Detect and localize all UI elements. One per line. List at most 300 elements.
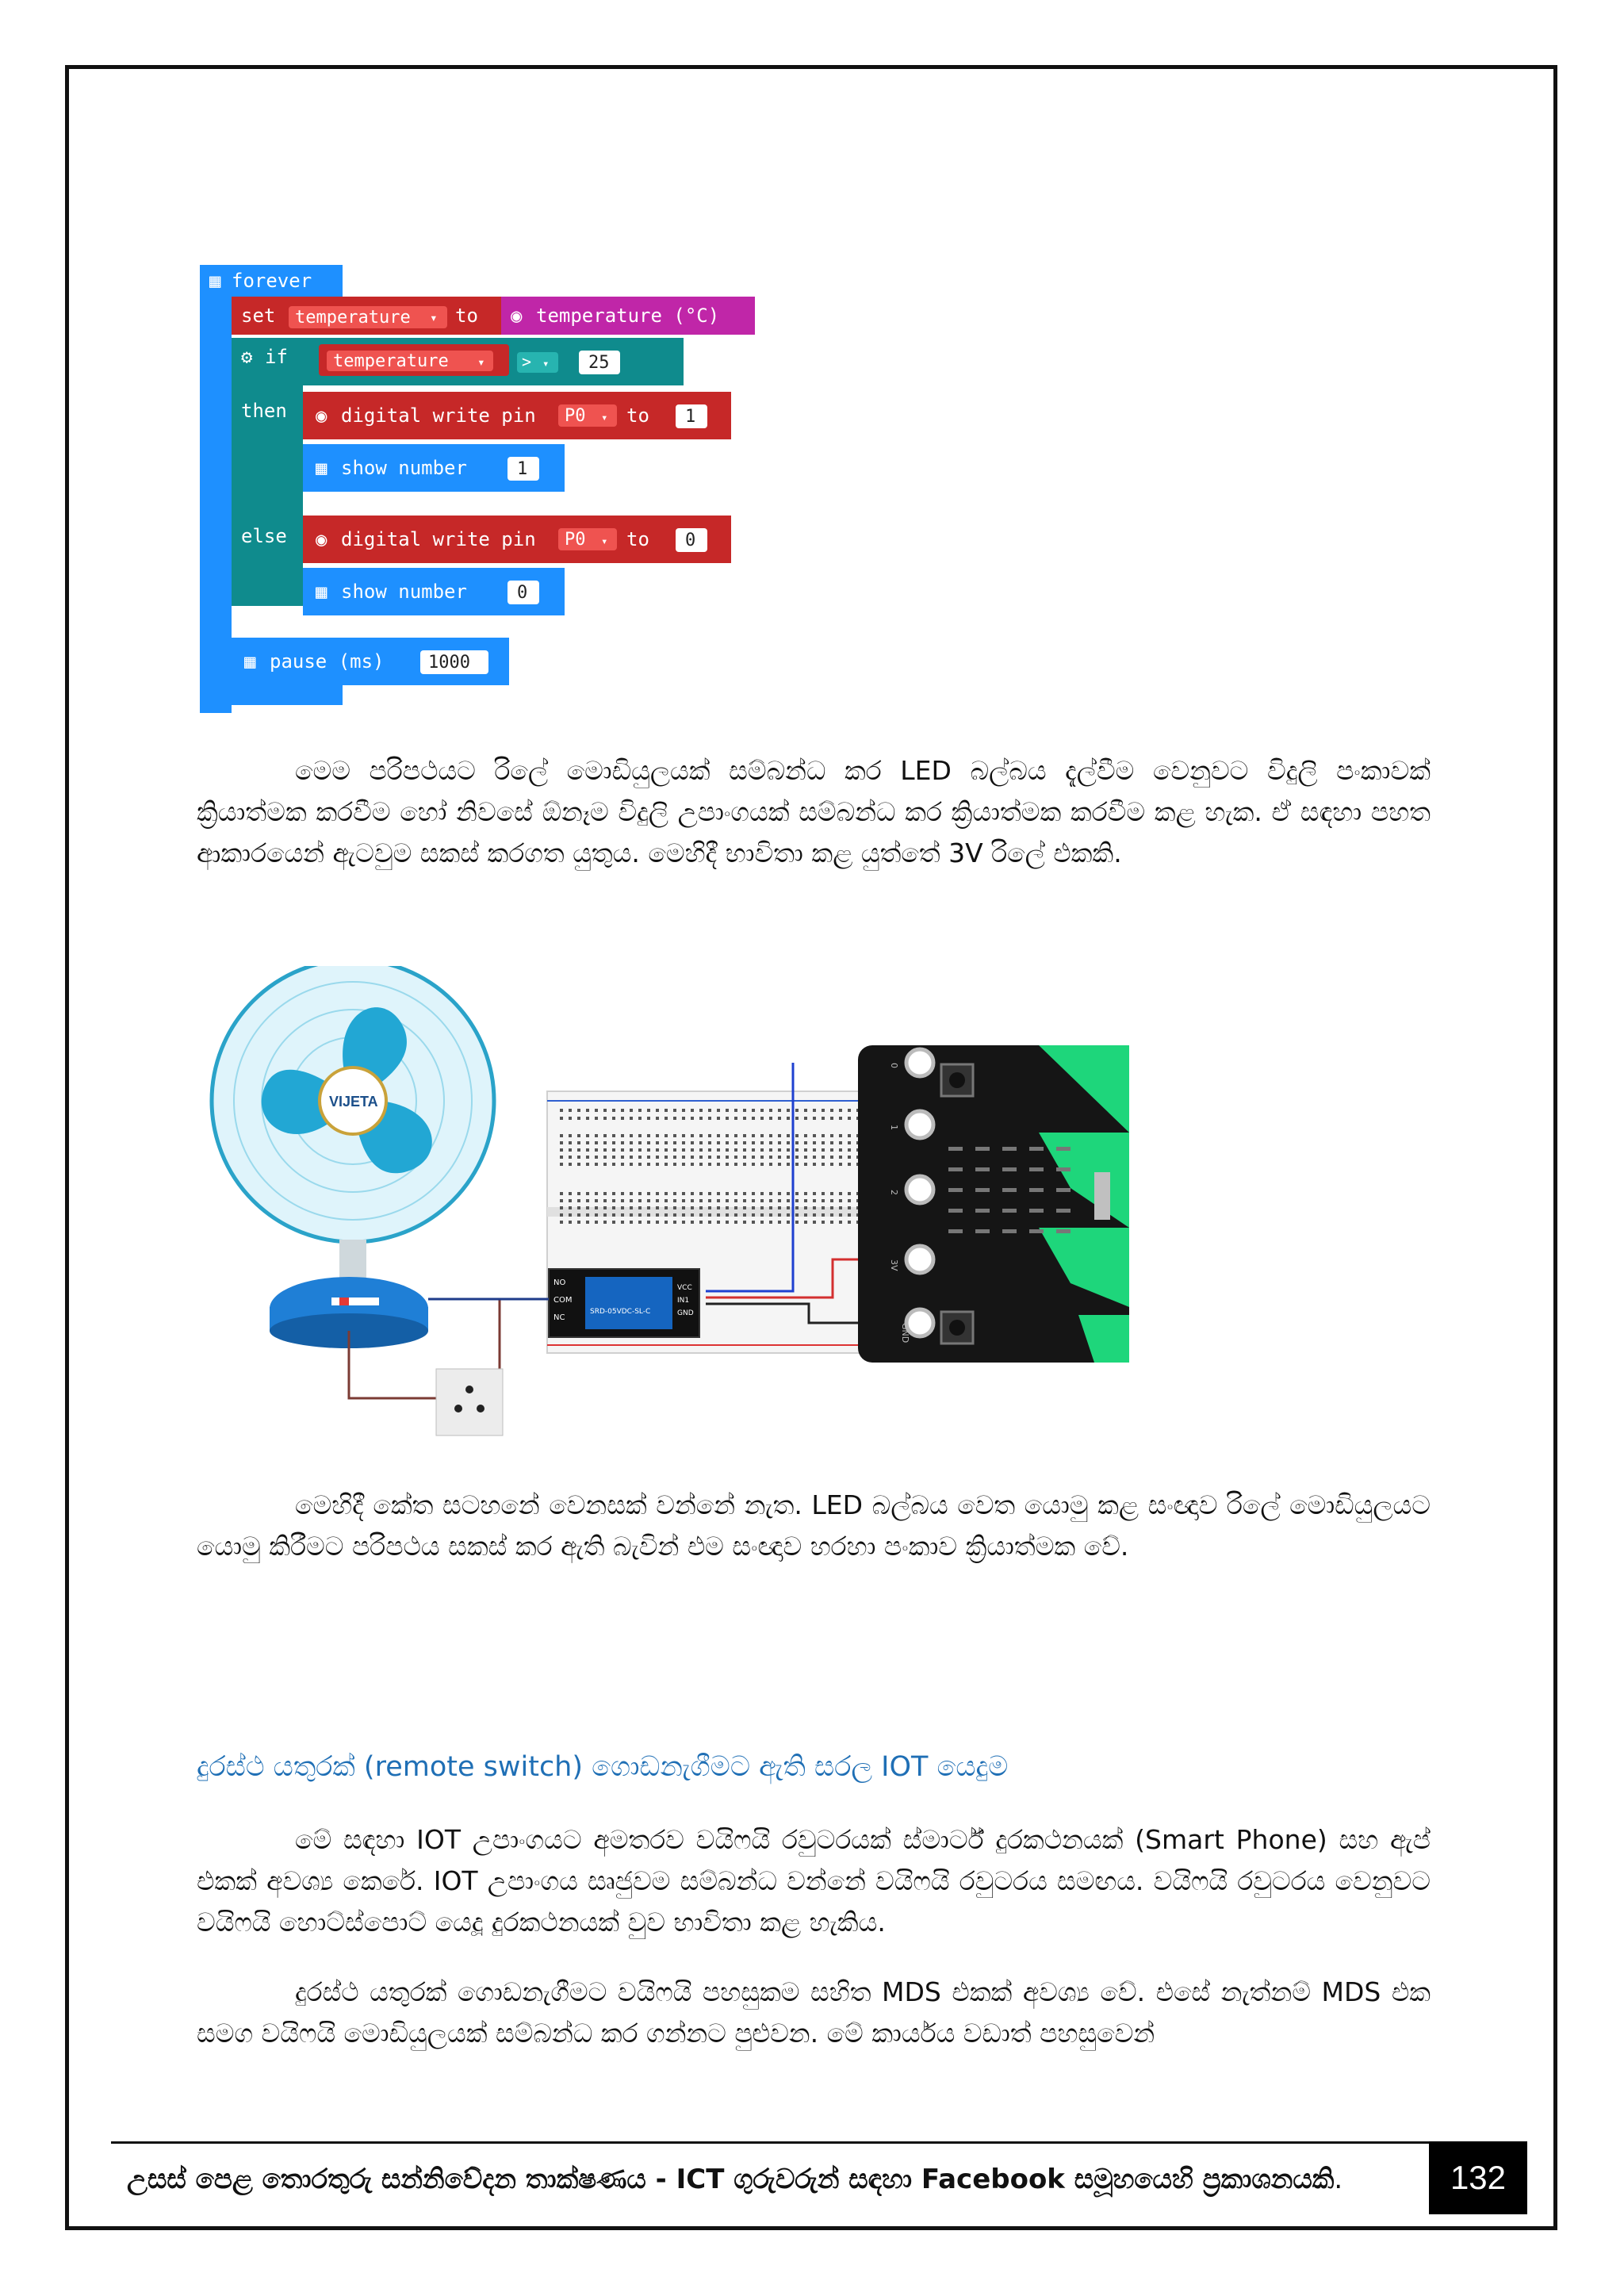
breadboard-hole bbox=[830, 1221, 833, 1224]
breadboard-hole bbox=[621, 1134, 624, 1137]
breadboard-hole bbox=[682, 1134, 685, 1137]
breadboard-hole bbox=[638, 1141, 642, 1144]
breadboard-hole bbox=[726, 1192, 729, 1195]
breadboard-hole bbox=[830, 1148, 833, 1152]
breadboard-hole bbox=[726, 1206, 729, 1209]
breadboard-hole bbox=[717, 1141, 720, 1144]
breadboard-hole bbox=[708, 1156, 711, 1159]
breadboard-hole bbox=[682, 1163, 685, 1166]
breadboard-hole bbox=[586, 1221, 589, 1224]
breadboard-hole bbox=[848, 1163, 851, 1166]
breadboard-hole bbox=[577, 1163, 580, 1166]
breadboard-hole bbox=[795, 1141, 799, 1144]
breadboard-hole bbox=[612, 1213, 615, 1217]
breadboard-hole bbox=[726, 1148, 729, 1152]
breadboard-hole bbox=[830, 1117, 833, 1120]
breadboard-hole bbox=[734, 1163, 737, 1166]
breadboard-hole bbox=[778, 1199, 781, 1202]
breadboard-hole bbox=[839, 1221, 842, 1224]
to-label: to bbox=[455, 305, 478, 327]
breadboard-hole bbox=[621, 1163, 624, 1166]
breadboard-hole bbox=[804, 1221, 807, 1224]
breadboard-hole bbox=[752, 1109, 755, 1112]
breadboard-hole bbox=[848, 1141, 851, 1144]
breadboard-hole bbox=[577, 1156, 580, 1159]
breadboard-hole bbox=[717, 1109, 720, 1112]
breadboard-hole bbox=[734, 1117, 737, 1120]
breadboard-hole bbox=[822, 1213, 825, 1217]
microbit-pin-hole[interactable] bbox=[906, 1176, 933, 1203]
breadboard-hole bbox=[612, 1134, 615, 1137]
breadboard-hole bbox=[787, 1213, 790, 1217]
show-number-label: show number bbox=[341, 581, 467, 603]
breadboard-hole bbox=[577, 1117, 580, 1120]
breadboard-hole bbox=[743, 1199, 746, 1202]
breadboard-hole bbox=[673, 1192, 676, 1195]
breadboard-hole bbox=[813, 1148, 816, 1152]
digital-write-label: digital write pin bbox=[341, 528, 536, 550]
breadboard-hole bbox=[665, 1148, 668, 1152]
breadboard-hole bbox=[699, 1213, 703, 1217]
microbit-led bbox=[948, 1229, 963, 1233]
breadboard-hole bbox=[638, 1163, 642, 1166]
pin-label: P0 bbox=[565, 406, 586, 426]
breadboard-hole bbox=[638, 1134, 642, 1137]
breadboard-hole bbox=[647, 1213, 650, 1217]
breadboard-hole bbox=[621, 1156, 624, 1159]
breadboard-hole bbox=[769, 1199, 772, 1202]
breadboard-hole bbox=[586, 1141, 589, 1144]
breadboard-hole bbox=[630, 1192, 633, 1195]
breadboard-hole bbox=[804, 1117, 807, 1120]
breadboard-hole bbox=[778, 1148, 781, 1152]
breadboard-hole bbox=[691, 1221, 694, 1224]
digital-write-label: digital write pin bbox=[341, 404, 536, 427]
breadboard-hole bbox=[830, 1192, 833, 1195]
breadboard-hole bbox=[848, 1134, 851, 1137]
breadboard-hole bbox=[778, 1192, 781, 1195]
breadboard-hole bbox=[682, 1206, 685, 1209]
breadboard-hole bbox=[743, 1134, 746, 1137]
breadboard-hole bbox=[682, 1156, 685, 1159]
breadboard-hole bbox=[752, 1163, 755, 1166]
breadboard-hole bbox=[708, 1199, 711, 1202]
breadboard-hole bbox=[630, 1213, 633, 1217]
breadboard-hole bbox=[577, 1192, 580, 1195]
breadboard-hole bbox=[822, 1117, 825, 1120]
breadboard-hole bbox=[603, 1199, 607, 1202]
breadboard-hole bbox=[760, 1221, 764, 1224]
breadboard-hole bbox=[778, 1163, 781, 1166]
breadboard-hole bbox=[560, 1109, 563, 1112]
breadboard-hole bbox=[717, 1221, 720, 1224]
breadboard-hole bbox=[595, 1199, 598, 1202]
breadboard-hole bbox=[569, 1156, 572, 1159]
breadboard-hole bbox=[630, 1206, 633, 1209]
breadboard-hole bbox=[760, 1156, 764, 1159]
microbit-pin-hole[interactable] bbox=[906, 1111, 933, 1138]
microbit-led bbox=[948, 1147, 963, 1151]
breadboard-hole bbox=[612, 1141, 615, 1144]
breadboard-hole bbox=[813, 1134, 816, 1137]
microbit-pin-hole[interactable] bbox=[906, 1049, 933, 1076]
breadboard-hole bbox=[769, 1117, 772, 1120]
breadboard-hole bbox=[621, 1117, 624, 1120]
forever-icon: ▦ bbox=[209, 270, 221, 292]
fan-brand-label: VIJETA bbox=[329, 1094, 378, 1110]
breadboard-hole bbox=[743, 1206, 746, 1209]
breadboard-hole bbox=[621, 1141, 624, 1144]
breadboard-hole bbox=[717, 1199, 720, 1202]
relay-label: SRD-05VDC-SL-C bbox=[590, 1308, 651, 1316]
footer-credit-main: උසස් පෙළ තොරතුරු සන්නිවේදන තාක්ෂණය - ICT ගුරුවරුන් සඳහා Facebook සමූහයෙහි ප්‍රකාශනයකි bbox=[127, 2164, 1335, 2195]
breadboard-hole bbox=[656, 1199, 659, 1202]
breadboard-hole bbox=[830, 1213, 833, 1217]
breadboard-hole bbox=[769, 1206, 772, 1209]
breadboard-hole bbox=[717, 1163, 720, 1166]
breadboard-hole bbox=[726, 1141, 729, 1144]
breadboard-hole bbox=[760, 1141, 764, 1144]
breadboard-hole bbox=[665, 1213, 668, 1217]
breadboard-hole bbox=[560, 1134, 563, 1137]
breadboard-hole bbox=[699, 1156, 703, 1159]
breadboard-hole bbox=[595, 1141, 598, 1144]
breadboard-hole bbox=[569, 1117, 572, 1120]
paragraph-relay-intro: මෙම පරිපථයට රිලේ මොඩියුලයක් සම්බන්ධ කර LED බල්බය දැල්වීම වෙනුවට විදුලි පංකාවක් ක්‍රියාත්මක කරවීම හෝ නිවසේ ඕනෑම විදුලි උපාංගයක් සම්බන්ධ කර ක්‍රියාත්මක කරවීම කළ හැක. ඒ සඳහා පහත ආකාරයෙන් ඇටවුම සකස් කරගත යුතුය. මෙහිදී භාවිතා කළ යුත්තේ 3V රිලේ එකකි. bbox=[197, 755, 1431, 868]
breadboard-hole bbox=[612, 1221, 615, 1224]
breadboard-hole bbox=[822, 1156, 825, 1159]
relay-module[interactable] bbox=[549, 1269, 699, 1337]
breadboard-hole bbox=[560, 1199, 563, 1202]
breadboard-hole bbox=[769, 1163, 772, 1166]
breadboard-hole bbox=[760, 1192, 764, 1195]
breadboard-hole bbox=[787, 1206, 790, 1209]
breadboard-hole bbox=[560, 1206, 563, 1209]
chevron-down-icon: ▾ bbox=[542, 358, 550, 370]
breadboard-hole bbox=[787, 1117, 790, 1120]
breadboard-hole bbox=[734, 1141, 737, 1144]
breadboard-hole bbox=[603, 1163, 607, 1166]
breadboard-hole bbox=[795, 1213, 799, 1217]
breadboard-hole bbox=[691, 1148, 694, 1152]
relay-pin-gnd: GND bbox=[677, 1309, 694, 1317]
breadboard-hole bbox=[682, 1141, 685, 1144]
breadboard-hole bbox=[769, 1148, 772, 1152]
breadboard-hole bbox=[691, 1156, 694, 1159]
pin-icon: ◉ bbox=[316, 404, 327, 427]
breadboard-hole bbox=[708, 1117, 711, 1120]
breadboard-hole bbox=[708, 1163, 711, 1166]
breadboard-hole bbox=[734, 1192, 737, 1195]
breadboard-hole bbox=[743, 1192, 746, 1195]
breadboard-hole bbox=[673, 1156, 676, 1159]
footer-credit bbox=[127, 2164, 1342, 2195]
breadboard-hole bbox=[603, 1221, 607, 1224]
breadboard-hole bbox=[734, 1199, 737, 1202]
breadboard-hole bbox=[569, 1109, 572, 1112]
microbit-led bbox=[1029, 1147, 1044, 1151]
relay-fan-circuit-diagram bbox=[198, 966, 1150, 1458]
microbit-led bbox=[975, 1229, 990, 1233]
breadboard-hole bbox=[630, 1163, 633, 1166]
breadboard-hole bbox=[769, 1134, 772, 1137]
breadboard-hole bbox=[813, 1213, 816, 1217]
microbit-pin-label: GND bbox=[900, 1323, 910, 1343]
breadboard-hole bbox=[665, 1117, 668, 1120]
breadboard-hole bbox=[717, 1213, 720, 1217]
microbit-led bbox=[948, 1209, 963, 1213]
breadboard-hole bbox=[839, 1199, 842, 1202]
breadboard-hole bbox=[691, 1163, 694, 1166]
breadboard-hole bbox=[752, 1117, 755, 1120]
breadboard-hole bbox=[586, 1134, 589, 1137]
microbit-led bbox=[975, 1147, 990, 1151]
breadboard-hole bbox=[830, 1199, 833, 1202]
threshold-value: 25 bbox=[588, 353, 610, 373]
breadboard-hole bbox=[743, 1117, 746, 1120]
breadboard-hole bbox=[647, 1134, 650, 1137]
wall-socket bbox=[436, 1369, 503, 1435]
breadboard-hole bbox=[577, 1206, 580, 1209]
breadboard-hole bbox=[787, 1109, 790, 1112]
breadboard-hole bbox=[699, 1141, 703, 1144]
breadboard-hole bbox=[839, 1148, 842, 1152]
microbit-led bbox=[1056, 1167, 1071, 1171]
page-number: 132 bbox=[1429, 2141, 1527, 2214]
breadboard-hole bbox=[569, 1213, 572, 1217]
breadboard-hole bbox=[682, 1213, 685, 1217]
breadboard-hole bbox=[603, 1141, 607, 1144]
led-grid-icon: ▦ bbox=[244, 650, 256, 673]
breadboard-hole bbox=[795, 1148, 799, 1152]
breadboard-hole bbox=[787, 1134, 790, 1137]
breadboard-hole bbox=[752, 1199, 755, 1202]
breadboard-hole bbox=[569, 1192, 572, 1195]
breadboard-hole bbox=[760, 1206, 764, 1209]
paragraph-code-unchanged: මෙහිදී කේත සටහනේ වෙනසක් වන්නේ නැත. LED බල්බය වෙත යොමු කළ සංඥාව රිලේ මොඩියුලයට යොමු කිරීමට පරිපථය සකස් කර ඇති බැවින් එම සංඥාව හරහා පංකාව ක්‍රියාත්මක වේ. bbox=[197, 1489, 1431, 1562]
breadboard-hole bbox=[647, 1141, 650, 1144]
breadboard-hole bbox=[830, 1109, 833, 1112]
breadboard-hole bbox=[673, 1221, 676, 1224]
breadboard-hole bbox=[612, 1109, 615, 1112]
breadboard-hole bbox=[665, 1206, 668, 1209]
breadboard-hole bbox=[752, 1134, 755, 1137]
breadboard-hole bbox=[691, 1141, 694, 1144]
breadboard-hole bbox=[743, 1156, 746, 1159]
breadboard-hole bbox=[787, 1148, 790, 1152]
microbit-pin-label: 0 bbox=[889, 1063, 899, 1068]
breadboard-hole bbox=[787, 1199, 790, 1202]
breadboard-hole bbox=[665, 1221, 668, 1224]
breadboard-hole bbox=[621, 1213, 624, 1217]
breadboard-hole bbox=[795, 1134, 799, 1137]
breadboard-hole bbox=[839, 1156, 842, 1159]
breadboard-hole bbox=[752, 1148, 755, 1152]
breadboard-hole bbox=[665, 1199, 668, 1202]
microbit-led bbox=[975, 1209, 990, 1213]
breadboard-hole bbox=[795, 1199, 799, 1202]
breadboard-hole bbox=[717, 1134, 720, 1137]
breadboard-hole bbox=[586, 1199, 589, 1202]
breadboard-hole bbox=[839, 1192, 842, 1195]
breadboard-hole bbox=[621, 1148, 624, 1152]
breadboard-hole bbox=[708, 1206, 711, 1209]
breadboard-hole bbox=[822, 1148, 825, 1152]
breadboard-hole bbox=[656, 1213, 659, 1217]
to-label: to bbox=[626, 528, 649, 550]
breadboard-hole bbox=[577, 1199, 580, 1202]
breadboard-hole bbox=[822, 1141, 825, 1144]
to-label: to bbox=[626, 404, 649, 427]
breadboard-hole bbox=[848, 1148, 851, 1152]
microbit-board bbox=[858, 1045, 1129, 1363]
microbit-led bbox=[975, 1167, 990, 1171]
breadboard-hole bbox=[603, 1156, 607, 1159]
breadboard-hole bbox=[795, 1156, 799, 1159]
breadboard-hole bbox=[612, 1206, 615, 1209]
breadboard-hole bbox=[630, 1109, 633, 1112]
breadboard-hole bbox=[586, 1109, 589, 1112]
breadboard-hole bbox=[691, 1134, 694, 1137]
breadboard-hole bbox=[560, 1192, 563, 1195]
breadboard-hole bbox=[638, 1199, 642, 1202]
breadboard-hole bbox=[621, 1192, 624, 1195]
breadboard-hole bbox=[673, 1163, 676, 1166]
breadboard-hole bbox=[813, 1109, 816, 1112]
breadboard-hole bbox=[612, 1163, 615, 1166]
breadboard-hole bbox=[603, 1206, 607, 1209]
breadboard-hole bbox=[560, 1156, 563, 1159]
breadboard-hole bbox=[839, 1206, 842, 1209]
breadboard-hole bbox=[795, 1163, 799, 1166]
breadboard-hole bbox=[726, 1134, 729, 1137]
microbit-pin-hole[interactable] bbox=[906, 1246, 933, 1273]
breadboard-hole bbox=[778, 1134, 781, 1137]
breadboard-hole bbox=[603, 1134, 607, 1137]
breadboard-hole bbox=[760, 1163, 764, 1166]
breadboard-hole bbox=[813, 1199, 816, 1202]
breadboard-hole bbox=[839, 1117, 842, 1120]
breadboard-hole bbox=[743, 1109, 746, 1112]
breadboard-hole bbox=[699, 1148, 703, 1152]
breadboard-hole bbox=[638, 1156, 642, 1159]
breadboard-hole bbox=[630, 1156, 633, 1159]
breadboard-hole bbox=[769, 1192, 772, 1195]
breadboard-hole bbox=[822, 1206, 825, 1209]
compare-variable-label: temperature bbox=[333, 351, 449, 371]
breadboard-hole bbox=[848, 1199, 851, 1202]
microbit-led bbox=[1029, 1167, 1044, 1171]
breadboard-hole bbox=[839, 1163, 842, 1166]
breadboard-hole bbox=[778, 1213, 781, 1217]
then-show-value: 1 bbox=[517, 459, 528, 479]
breadboard-hole bbox=[813, 1192, 816, 1195]
microbit-led bbox=[1002, 1209, 1017, 1213]
breadboard-hole bbox=[778, 1141, 781, 1144]
relay-pin-in1: IN1 bbox=[677, 1297, 690, 1305]
breadboard-hole bbox=[769, 1156, 772, 1159]
breadboard-hole bbox=[726, 1117, 729, 1120]
breadboard-hole bbox=[665, 1156, 668, 1159]
breadboard-hole bbox=[813, 1117, 816, 1120]
breadboard-hole bbox=[656, 1156, 659, 1159]
breadboard-hole bbox=[682, 1221, 685, 1224]
pin-icon: ◉ bbox=[316, 528, 327, 550]
breadboard-hole bbox=[647, 1221, 650, 1224]
breadboard-hole bbox=[682, 1109, 685, 1112]
breadboard-hole bbox=[795, 1221, 799, 1224]
microbit-led bbox=[1056, 1147, 1071, 1151]
microbit-led bbox=[1029, 1188, 1044, 1192]
breadboard-hole bbox=[787, 1141, 790, 1144]
breadboard-hole bbox=[813, 1163, 816, 1166]
else-show-value: 0 bbox=[517, 583, 528, 603]
breadboard-hole bbox=[673, 1199, 676, 1202]
breadboard-hole bbox=[630, 1141, 633, 1144]
breadboard-hole bbox=[726, 1221, 729, 1224]
breadboard-hole bbox=[726, 1156, 729, 1159]
breadboard-hole bbox=[656, 1163, 659, 1166]
breadboard-hole bbox=[699, 1163, 703, 1166]
breadboard-hole bbox=[638, 1192, 642, 1195]
breadboard-hole bbox=[612, 1148, 615, 1152]
breadboard-hole bbox=[691, 1213, 694, 1217]
relay-pin-no: NO bbox=[553, 1278, 566, 1287]
microbit-pin-label: 2 bbox=[889, 1190, 899, 1195]
breadboard-hole bbox=[830, 1134, 833, 1137]
breadboard-hole bbox=[691, 1109, 694, 1112]
breadboard-hole bbox=[787, 1156, 790, 1159]
breadboard-hole bbox=[560, 1148, 563, 1152]
breadboard-hole bbox=[673, 1134, 676, 1137]
breadboard-hole bbox=[673, 1206, 676, 1209]
breadboard-hole bbox=[630, 1221, 633, 1224]
breadboard-hole bbox=[595, 1109, 598, 1112]
chevron-down-icon: ▾ bbox=[601, 535, 608, 548]
breadboard-hole bbox=[603, 1148, 607, 1152]
breadboard-hole bbox=[699, 1109, 703, 1112]
breadboard-hole bbox=[577, 1148, 580, 1152]
breadboard-hole bbox=[647, 1109, 650, 1112]
breadboard-hole bbox=[595, 1213, 598, 1217]
breadboard-hole bbox=[717, 1148, 720, 1152]
breadboard-hole bbox=[778, 1117, 781, 1120]
breadboard-hole bbox=[647, 1156, 650, 1159]
breadboard-hole bbox=[603, 1109, 607, 1112]
breadboard-hole bbox=[656, 1192, 659, 1195]
breadboard-hole bbox=[848, 1213, 851, 1217]
breadboard-hole bbox=[760, 1213, 764, 1217]
breadboard-hole bbox=[760, 1199, 764, 1202]
breadboard-hole bbox=[647, 1148, 650, 1152]
footer-credit-end: . bbox=[1334, 2164, 1343, 2195]
breadboard-hole bbox=[638, 1148, 642, 1152]
breadboard-hole bbox=[726, 1163, 729, 1166]
breadboard-hole bbox=[569, 1199, 572, 1202]
breadboard-hole bbox=[708, 1134, 711, 1137]
breadboard-hole bbox=[647, 1117, 650, 1120]
show-number-label: show number bbox=[341, 457, 467, 479]
breadboard-hole bbox=[691, 1199, 694, 1202]
breadboard-hole bbox=[569, 1206, 572, 1209]
breadboard-hole bbox=[560, 1163, 563, 1166]
breadboard-hole bbox=[560, 1117, 563, 1120]
if-label: if bbox=[265, 346, 288, 368]
breadboard-hole bbox=[804, 1213, 807, 1217]
led-grid-icon: ▦ bbox=[316, 457, 327, 479]
breadboard-hole bbox=[839, 1134, 842, 1137]
else-label: else bbox=[241, 525, 287, 547]
